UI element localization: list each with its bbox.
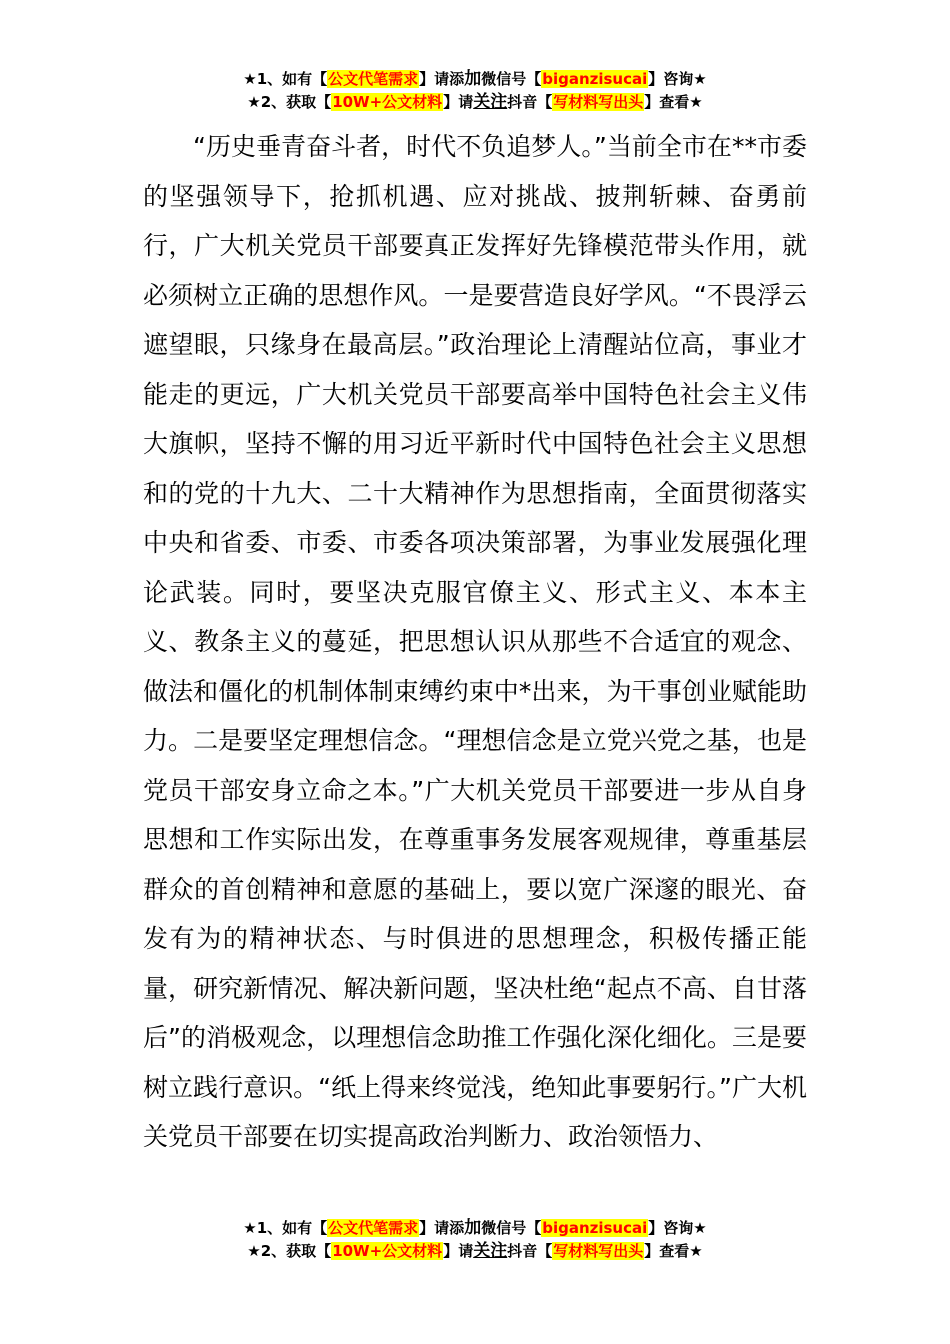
banner-text: 微信号【 bbox=[481, 1219, 542, 1237]
banner-text: ★1、如有【 bbox=[243, 1219, 328, 1237]
banner-line-1 bbox=[0, 1217, 950, 1240]
banner-text: 】请 bbox=[443, 1242, 474, 1260]
highlight-douyin-account: 写材料写出头 bbox=[553, 93, 644, 111]
document-body bbox=[143, 122, 807, 1162]
banner-text: 抖音【 bbox=[507, 1242, 553, 1260]
banner-line-2 bbox=[0, 1240, 950, 1263]
banner-emphasis: 关注 bbox=[473, 92, 508, 112]
banner-text: ★2、获取【 bbox=[247, 1242, 332, 1260]
body-paragraph: “历史垂青奋斗者，时代不负追梦人。”当前全市在**市委的坚强领导下，抢抓机遇、应对挑战、披荆斩棘、奋勇前行，广大机关党员干部要真正发挥好先锋模范带头作用，就必须树立正确的思想作风。一是要营造良好学风。“不畏浮云遮望眼，只缘身在最高层。”政治理论上清醒站位高，事业才能走的更远，广大机关党员干部要高举中国特色社会主义伟大旗帜，坚持不懈的用习近平新时代中国特色社会主义思想和的党的十九大、二十大精神作为思想指南，全面贯彻落实中央和省委、市委、市委各项决策部署，为事业发展强化理论武装。同时，要坚决克服官僚主义、形式主义、本本主义、教条主义的蔓延，把思想认识从那些不合适宜的观念、做法和僵化的机制体制束缚约束中*出来，为干事创业赋能助力。二是要坚定理想信念。“理想信念是立党兴党之基，也是党员干部安身立命之本。”广大机关党员干部要进一步从自身思想和工作实际出发，在尊重事务发展客观规律，尊重基层群众的首创精神和意愿的基础上，要以宽广深邃的眼光、奋发有为的精神状态、与时俱进的思想理念，积极传播正能量，研究新情况、解决新问题，坚决杜绝“起点不高、自甘落后”的消极观念，以理想信念助推工作强化深化细化。三是要树立践行意识。“纸上得来终觉浅，绝知此事要躬行。”广大机关党员干部要在切实提高政治判断力、政治领悟力、 bbox=[143, 132, 807, 1151]
banner-line-2 bbox=[0, 91, 950, 114]
highlight-materials: 10W+公文材料 bbox=[332, 93, 443, 111]
banner-text: 】咨询★ bbox=[648, 70, 707, 88]
highlight-wechat-id: biganzisucai bbox=[542, 1219, 648, 1237]
banner-text: ★1、如有【 bbox=[243, 70, 328, 88]
banner-emphasis: 关注 bbox=[473, 1241, 508, 1261]
banner-emphasis: 加 bbox=[464, 69, 482, 89]
banner-text: 】查看★ bbox=[644, 93, 703, 111]
highlight-service: 公文代笔需求 bbox=[328, 70, 419, 88]
banner-text: ★2、获取【 bbox=[247, 93, 332, 111]
highlight-materials: 10W+公文材料 bbox=[332, 1242, 443, 1260]
highlight-douyin-account: 写材料写出头 bbox=[553, 1242, 644, 1260]
banner-line-1 bbox=[0, 68, 950, 91]
highlight-wechat-id: biganzisucai bbox=[542, 70, 648, 88]
banner-text: 】请添 bbox=[419, 1219, 465, 1237]
header-banner bbox=[0, 68, 950, 114]
highlight-service: 公文代笔需求 bbox=[328, 1219, 419, 1237]
banner-text: 抖音【 bbox=[507, 93, 553, 111]
banner-text: 】查看★ bbox=[644, 1242, 703, 1260]
footer-banner bbox=[0, 1217, 950, 1263]
banner-text: 】请 bbox=[443, 93, 474, 111]
banner-text: 】请添 bbox=[419, 70, 465, 88]
banner-text: 】咨询★ bbox=[648, 1219, 707, 1237]
banner-emphasis: 加 bbox=[464, 1218, 482, 1238]
banner-text: 微信号【 bbox=[481, 70, 542, 88]
